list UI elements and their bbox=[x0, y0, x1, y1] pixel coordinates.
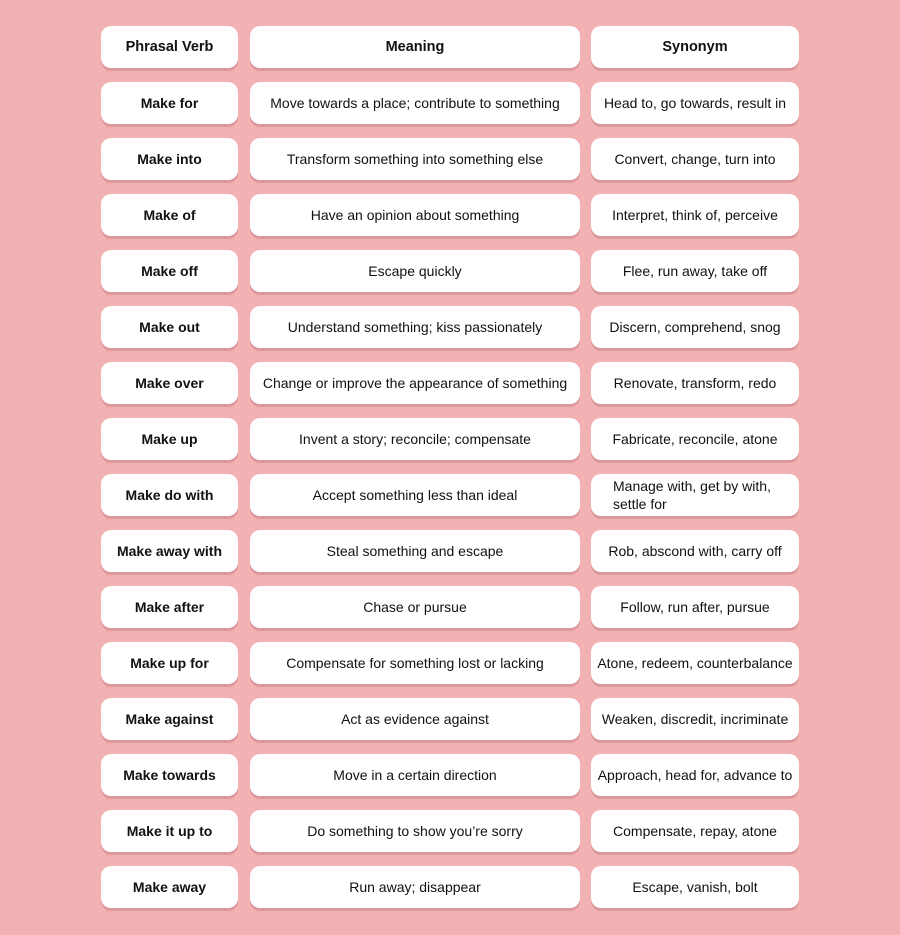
synonym-cell: Interpret, think of, perceive bbox=[591, 194, 799, 236]
verb-cell: Make up bbox=[101, 418, 238, 460]
meaning-cell: Accept something less than ideal bbox=[250, 474, 580, 516]
verb-cell: Make of bbox=[101, 194, 238, 236]
table-row bbox=[101, 306, 799, 348]
header-synonym: Synonym bbox=[591, 26, 799, 68]
verb-cell: Make away with bbox=[101, 530, 238, 572]
meaning-cell: Move towards a place; contribute to something bbox=[250, 82, 580, 124]
table-row bbox=[101, 530, 799, 572]
table-row bbox=[101, 642, 799, 684]
header-meaning: Meaning bbox=[250, 26, 580, 68]
table-row bbox=[101, 138, 799, 180]
synonym-cell: Discern, comprehend, snog bbox=[591, 306, 799, 348]
verb-cell: Make towards bbox=[101, 754, 238, 796]
verb-cell: Make for bbox=[101, 82, 238, 124]
verb-cell: Make against bbox=[101, 698, 238, 740]
meaning-cell: Have an opinion about something bbox=[250, 194, 580, 236]
synonym-cell: Follow, run after, pursue bbox=[591, 586, 799, 628]
table-row bbox=[101, 866, 799, 908]
meaning-cell: Do something to show you’re sorry bbox=[250, 810, 580, 852]
meaning-cell: Compensate for something lost or lacking bbox=[250, 642, 580, 684]
synonym-cell: Renovate, transform, redo bbox=[591, 362, 799, 404]
synonym-cell: Head to, go towards, result in bbox=[591, 82, 799, 124]
meaning-cell: Move in a certain direction bbox=[250, 754, 580, 796]
header-phrasal-verb: Phrasal Verb bbox=[101, 26, 238, 68]
phrasal-verbs-table bbox=[101, 26, 799, 922]
verb-cell: Make into bbox=[101, 138, 238, 180]
meaning-cell: Transform something into something else bbox=[250, 138, 580, 180]
table-header-row bbox=[101, 26, 799, 68]
table-row bbox=[101, 698, 799, 740]
synonym-cell: Manage with, get by with, settle for bbox=[591, 474, 799, 516]
meaning-cell: Understand something; kiss passionately bbox=[250, 306, 580, 348]
verb-cell: Make away bbox=[101, 866, 238, 908]
table-row bbox=[101, 810, 799, 852]
meaning-cell: Steal something and escape bbox=[250, 530, 580, 572]
verb-cell: Make out bbox=[101, 306, 238, 348]
synonym-cell: Weaken, discredit, incriminate bbox=[591, 698, 799, 740]
meaning-cell: Act as evidence against bbox=[250, 698, 580, 740]
table-row bbox=[101, 250, 799, 292]
table-row bbox=[101, 362, 799, 404]
meaning-cell: Run away; disappear bbox=[250, 866, 580, 908]
verb-cell: Make off bbox=[101, 250, 238, 292]
table-row bbox=[101, 194, 799, 236]
meaning-cell: Chase or pursue bbox=[250, 586, 580, 628]
meaning-cell: Escape quickly bbox=[250, 250, 580, 292]
synonym-cell: Rob, abscond with, carry off bbox=[591, 530, 799, 572]
meaning-cell: Invent a story; reconcile; compensate bbox=[250, 418, 580, 460]
synonym-cell: Convert, change, turn into bbox=[591, 138, 799, 180]
verb-cell: Make over bbox=[101, 362, 238, 404]
verb-cell: Make up for bbox=[101, 642, 238, 684]
table-row bbox=[101, 474, 799, 516]
synonym-cell: Compensate, repay, atone bbox=[591, 810, 799, 852]
verb-cell: Make do with bbox=[101, 474, 238, 516]
table-row bbox=[101, 82, 799, 124]
meaning-cell: Change or improve the appearance of something bbox=[250, 362, 580, 404]
synonym-cell: Atone, redeem, counterbalance bbox=[591, 642, 799, 684]
table-row bbox=[101, 418, 799, 460]
verb-cell: Make it up to bbox=[101, 810, 238, 852]
synonym-cell: Escape, vanish, bolt bbox=[591, 866, 799, 908]
synonym-cell: Flee, run away, take off bbox=[591, 250, 799, 292]
verb-cell: Make after bbox=[101, 586, 238, 628]
synonym-cell: Approach, head for, advance to bbox=[591, 754, 799, 796]
table-row bbox=[101, 586, 799, 628]
table-row bbox=[101, 754, 799, 796]
synonym-cell: Fabricate, reconcile, atone bbox=[591, 418, 799, 460]
